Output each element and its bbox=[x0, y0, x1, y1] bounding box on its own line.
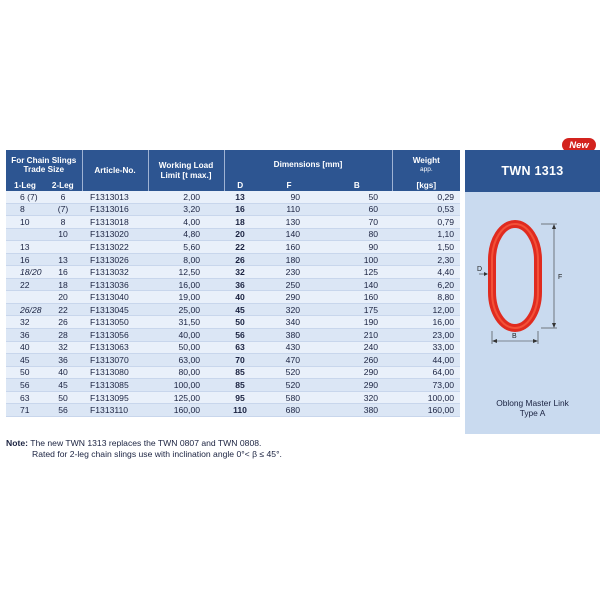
cell-wll: 100,00 bbox=[148, 379, 224, 392]
dim-f-label: F bbox=[558, 274, 563, 281]
cell-article: F1313018 bbox=[82, 216, 148, 229]
table-row bbox=[6, 366, 460, 379]
cell-leg1: 63 bbox=[6, 391, 44, 404]
cell-weight: 1,50 bbox=[392, 241, 460, 254]
header-article: Article-No. bbox=[82, 150, 148, 191]
header-slings: For Chain Slings Trade Size bbox=[6, 150, 82, 180]
cell-d: 50 bbox=[224, 316, 256, 329]
cell-f: 180 bbox=[256, 253, 322, 266]
cell-d: 16 bbox=[224, 203, 256, 216]
cell-leg1 bbox=[6, 228, 44, 241]
cell-wll: 25,00 bbox=[148, 303, 224, 316]
cell-weight: 44,00 bbox=[392, 354, 460, 367]
cell-wll: 31,50 bbox=[148, 316, 224, 329]
cell-b: 100 bbox=[322, 253, 392, 266]
cell-wll: 50,00 bbox=[148, 341, 224, 354]
cell-leg2: 32 bbox=[44, 341, 82, 354]
cell-leg1: 22 bbox=[6, 278, 44, 291]
cell-article: F1313036 bbox=[82, 278, 148, 291]
cell-article: F1313013 bbox=[82, 191, 148, 203]
cell-f: 90 bbox=[256, 191, 322, 203]
cell-leg2: 28 bbox=[44, 329, 82, 342]
table-row bbox=[6, 291, 460, 304]
new-badge: New bbox=[562, 138, 596, 152]
cell-f: 160 bbox=[256, 241, 322, 254]
cell-weight: 33,00 bbox=[392, 341, 460, 354]
cell-weight: 1,10 bbox=[392, 228, 460, 241]
cell-wll: 4,00 bbox=[148, 216, 224, 229]
dim-d-label: D bbox=[477, 266, 483, 273]
table-subheader-row bbox=[6, 180, 460, 191]
cell-b: 175 bbox=[322, 303, 392, 316]
cell-leg2: 56 bbox=[44, 404, 82, 417]
cell-leg1: 32 bbox=[6, 316, 44, 329]
cell-b: 240 bbox=[322, 341, 392, 354]
cell-leg1: 10 bbox=[6, 216, 44, 229]
table-row bbox=[6, 329, 460, 342]
note-label: Note: bbox=[6, 438, 28, 448]
cell-leg2: 18 bbox=[44, 278, 82, 291]
cell-leg2: 6 bbox=[44, 191, 82, 203]
cell-leg2: 16 bbox=[44, 266, 82, 279]
cell-wll: 19,00 bbox=[148, 291, 224, 304]
cell-leg2: 22 bbox=[44, 303, 82, 316]
table-header-row bbox=[6, 150, 460, 180]
cell-d: 56 bbox=[224, 329, 256, 342]
cell-d: 32 bbox=[224, 266, 256, 279]
header-d: D bbox=[224, 180, 256, 191]
cell-leg1: 45 bbox=[6, 354, 44, 367]
table-row bbox=[6, 191, 460, 203]
cell-leg2: 13 bbox=[44, 253, 82, 266]
cell-leg2: 36 bbox=[44, 354, 82, 367]
cell-weight: 8,80 bbox=[392, 291, 460, 304]
cell-d: 85 bbox=[224, 366, 256, 379]
cell-weight: 0,29 bbox=[392, 191, 460, 203]
cell-d: 26 bbox=[224, 253, 256, 266]
table-row bbox=[6, 354, 460, 367]
note-line1: The new TWN 1313 replaces the TWN 0807 and TWN 0808. bbox=[30, 438, 262, 448]
cell-weight: 73,00 bbox=[392, 379, 460, 392]
cell-wll: 5,60 bbox=[148, 241, 224, 254]
cell-leg2: 50 bbox=[44, 391, 82, 404]
table-row bbox=[6, 266, 460, 279]
header-dimensions: Dimensions [mm] bbox=[224, 150, 392, 180]
cell-d: 85 bbox=[224, 379, 256, 392]
cell-weight: 4,40 bbox=[392, 266, 460, 279]
cell-leg2: 40 bbox=[44, 366, 82, 379]
cell-weight: 160,00 bbox=[392, 404, 460, 417]
cell-article: F1313070 bbox=[82, 354, 148, 367]
cell-f: 470 bbox=[256, 354, 322, 367]
cell-article: F1313016 bbox=[82, 203, 148, 216]
cell-f: 290 bbox=[256, 291, 322, 304]
cell-leg1: 8 bbox=[6, 203, 44, 216]
cell-leg1: 40 bbox=[6, 341, 44, 354]
cell-d: 13 bbox=[224, 191, 256, 203]
cell-b: 80 bbox=[322, 228, 392, 241]
cell-f: 130 bbox=[256, 216, 322, 229]
cell-article: F1313040 bbox=[82, 291, 148, 304]
cell-b: 140 bbox=[322, 278, 392, 291]
table-row bbox=[6, 404, 460, 417]
cell-wll: 16,00 bbox=[148, 278, 224, 291]
cell-article: F1313032 bbox=[82, 266, 148, 279]
table-row bbox=[6, 216, 460, 229]
cell-b: 290 bbox=[322, 366, 392, 379]
header-leg1: 1-Leg bbox=[6, 180, 44, 191]
cell-f: 320 bbox=[256, 303, 322, 316]
cell-d: 36 bbox=[224, 278, 256, 291]
cell-f: 230 bbox=[256, 266, 322, 279]
cell-article: F1313026 bbox=[82, 253, 148, 266]
cell-wll: 12,50 bbox=[148, 266, 224, 279]
cell-d: 95 bbox=[224, 391, 256, 404]
cell-f: 430 bbox=[256, 341, 322, 354]
cell-leg2 bbox=[44, 241, 82, 254]
cell-wll: 4,80 bbox=[148, 228, 224, 241]
cell-article: F1313085 bbox=[82, 379, 148, 392]
cell-wll: 8,00 bbox=[148, 253, 224, 266]
table-row bbox=[6, 253, 460, 266]
cell-b: 60 bbox=[322, 203, 392, 216]
cell-leg2: 45 bbox=[44, 379, 82, 392]
cell-leg1: 50 bbox=[6, 366, 44, 379]
header-leg2: 2-Leg bbox=[44, 180, 82, 191]
header-weight-label: Weight bbox=[412, 155, 440, 165]
cell-weight: 23,00 bbox=[392, 329, 460, 342]
cell-f: 140 bbox=[256, 228, 322, 241]
cell-article: F1313063 bbox=[82, 341, 148, 354]
cell-b: 90 bbox=[322, 241, 392, 254]
cell-weight: 100,00 bbox=[392, 391, 460, 404]
notes bbox=[6, 438, 566, 460]
table-row bbox=[6, 303, 460, 316]
table-row bbox=[6, 341, 460, 354]
header-weight-sub1: app. bbox=[419, 166, 433, 173]
cell-article: F1313022 bbox=[82, 241, 148, 254]
header-weight-unit: [kgs] bbox=[392, 180, 460, 191]
cell-wll: 63,00 bbox=[148, 354, 224, 367]
cell-d: 45 bbox=[224, 303, 256, 316]
caption-line2: Type A bbox=[519, 408, 546, 418]
cell-weight: 2,30 bbox=[392, 253, 460, 266]
cell-weight: 6,20 bbox=[392, 278, 460, 291]
cell-f: 250 bbox=[256, 278, 322, 291]
cell-leg2: 20 bbox=[44, 291, 82, 304]
cell-b: 190 bbox=[322, 316, 392, 329]
header-weight bbox=[392, 150, 460, 180]
cell-f: 520 bbox=[256, 379, 322, 392]
cell-b: 125 bbox=[322, 266, 392, 279]
cell-article: F1313050 bbox=[82, 316, 148, 329]
cell-leg1: 13 bbox=[6, 241, 44, 254]
cell-weight: 64,00 bbox=[392, 366, 460, 379]
header-f: F bbox=[256, 180, 322, 191]
cell-leg1: 6 (7) bbox=[6, 191, 44, 203]
cell-leg1: 56 bbox=[6, 379, 44, 392]
cell-b: 320 bbox=[322, 391, 392, 404]
table-row bbox=[6, 241, 460, 254]
cell-b: 260 bbox=[322, 354, 392, 367]
note-line2: Rated for 2-leg chain slings use with inclination angle 0°< β ≤ 45°. bbox=[32, 449, 282, 459]
table-row bbox=[6, 203, 460, 216]
cell-leg2: 8 bbox=[44, 216, 82, 229]
cell-wll: 160,00 bbox=[148, 404, 224, 417]
cell-leg2: 26 bbox=[44, 316, 82, 329]
caption-line1: Oblong Master Link bbox=[496, 398, 569, 408]
cell-d: 22 bbox=[224, 241, 256, 254]
product-panel bbox=[465, 150, 600, 434]
cell-b: 290 bbox=[322, 379, 392, 392]
cell-f: 520 bbox=[256, 366, 322, 379]
table-row bbox=[6, 228, 460, 241]
spec-table bbox=[6, 150, 460, 417]
cell-leg1: 71 bbox=[6, 404, 44, 417]
cell-f: 380 bbox=[256, 329, 322, 342]
cell-leg2: (7) bbox=[44, 203, 82, 216]
cell-f: 340 bbox=[256, 316, 322, 329]
cell-d: 18 bbox=[224, 216, 256, 229]
cell-article: F1313056 bbox=[82, 329, 148, 342]
cell-leg1: 36 bbox=[6, 329, 44, 342]
cell-b: 210 bbox=[322, 329, 392, 342]
table-row bbox=[6, 278, 460, 291]
cell-d: 20 bbox=[224, 228, 256, 241]
cell-b: 160 bbox=[322, 291, 392, 304]
header-wll: Working Load Limit [t max.] bbox=[148, 150, 224, 191]
cell-leg1 bbox=[6, 291, 44, 304]
cell-article: F1313020 bbox=[82, 228, 148, 241]
cell-d: 110 bbox=[224, 404, 256, 417]
cell-wll: 125,00 bbox=[148, 391, 224, 404]
dim-b-label: B bbox=[512, 333, 517, 340]
cell-weight: 0,79 bbox=[392, 216, 460, 229]
product-title: TWN 1313 bbox=[465, 150, 600, 192]
cell-b: 70 bbox=[322, 216, 392, 229]
cell-d: 70 bbox=[224, 354, 256, 367]
cell-f: 580 bbox=[256, 391, 322, 404]
cell-leg1: 26/28 bbox=[6, 303, 44, 316]
cell-wll: 2,00 bbox=[148, 191, 224, 203]
table-row bbox=[6, 316, 460, 329]
cell-wll: 80,00 bbox=[148, 366, 224, 379]
cell-weight: 0,53 bbox=[392, 203, 460, 216]
cell-wll: 40,00 bbox=[148, 329, 224, 342]
cell-f: 680 bbox=[256, 404, 322, 417]
product-caption bbox=[465, 398, 600, 418]
table-row bbox=[6, 379, 460, 392]
cell-article: F1313110 bbox=[82, 404, 148, 417]
cell-article: F1313080 bbox=[82, 366, 148, 379]
cell-d: 40 bbox=[224, 291, 256, 304]
cell-f: 110 bbox=[256, 203, 322, 216]
oblong-master-link-icon bbox=[475, 210, 590, 380]
cell-d: 63 bbox=[224, 341, 256, 354]
table-row bbox=[6, 391, 460, 404]
cell-article: F1313045 bbox=[82, 303, 148, 316]
cell-wll: 3,20 bbox=[148, 203, 224, 216]
cell-weight: 12,00 bbox=[392, 303, 460, 316]
cell-leg2: 10 bbox=[44, 228, 82, 241]
cell-article: F1313095 bbox=[82, 391, 148, 404]
cell-b: 380 bbox=[322, 404, 392, 417]
cell-leg1: 18/20 bbox=[6, 266, 44, 279]
cell-b: 50 bbox=[322, 191, 392, 203]
cell-leg1: 16 bbox=[6, 253, 44, 266]
header-b: B bbox=[322, 180, 392, 191]
cell-weight: 16,00 bbox=[392, 316, 460, 329]
